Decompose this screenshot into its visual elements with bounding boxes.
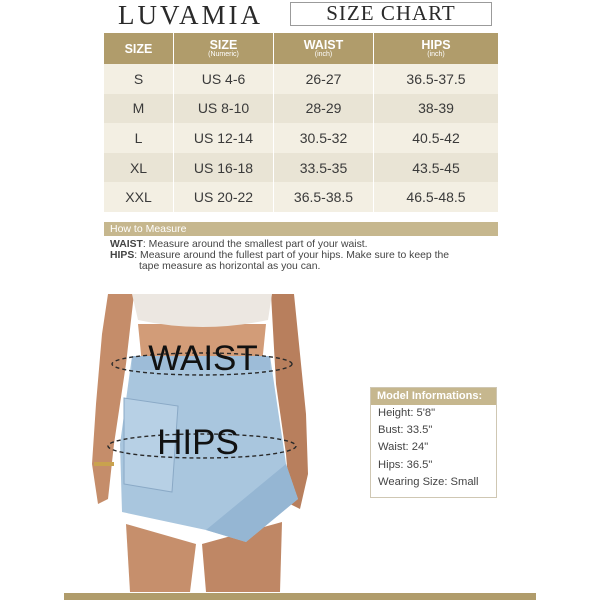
cell-waist: 26-27 [274, 64, 374, 94]
table-header-row [104, 33, 498, 64]
measure-instructions [110, 240, 490, 272]
header-hips: HIPS (inch) [374, 33, 498, 64]
model-photo [86, 294, 312, 592]
cell-hips: 43.5-45 [374, 153, 498, 183]
model-illustration [86, 294, 312, 592]
model-info-box [370, 387, 497, 498]
cell-waist: 30.5-32 [274, 123, 374, 153]
cell-numeric: US 8-10 [174, 94, 274, 124]
cell-hips: 36.5-37.5 [374, 64, 498, 94]
model-wearing-size: Wearing Size: Small [378, 475, 479, 488]
cell-hips: 46.5-48.5 [374, 182, 498, 212]
cell-size: L [104, 123, 174, 153]
cell-size: XXL [104, 182, 174, 212]
waist-instruction: WAIST: Measure around the smallest part of your waist. [110, 239, 368, 250]
cell-numeric: US 20-22 [174, 182, 274, 212]
footer-bar [64, 593, 536, 600]
table-row [104, 153, 498, 183]
cell-hips: 38-39 [374, 94, 498, 124]
header-size-numeric: SIZE (Numeric) [174, 33, 274, 64]
cell-size: S [104, 64, 174, 94]
photo-waist-label: WAIST [148, 339, 258, 378]
cell-numeric: US 12-14 [174, 123, 274, 153]
cell-waist: 36.5-38.5 [274, 182, 374, 212]
cell-numeric: US 4-6 [174, 64, 274, 94]
model-hips: Hips: 36.5" [378, 458, 433, 471]
cell-hips: 40.5-42 [374, 123, 498, 153]
table-row [104, 182, 498, 212]
cell-waist: 33.5-35 [274, 153, 374, 183]
header-size: SIZE [104, 33, 174, 64]
model-info-title: Model Informations: [371, 388, 496, 405]
brand-logo: LUVAMIA [118, 0, 264, 30]
table-row [104, 64, 498, 94]
how-to-measure-header: How to Measure [104, 222, 498, 236]
model-waist: Waist: 24" [378, 441, 429, 454]
cell-size: XL [104, 153, 174, 183]
model-height: Height: 5'8" [378, 407, 436, 419]
cell-waist: 28-29 [274, 94, 374, 124]
table-row [104, 94, 498, 124]
hips-instruction: HIPS: Measure around the fullest part of your hips. Make sure to keep the tape measure as horizontal as you can. [110, 249, 450, 272]
size-chart-title: SIZE CHART [290, 2, 492, 26]
size-table [104, 33, 498, 212]
model-bust: Bust: 33.5" [378, 424, 433, 437]
header-waist: WAIST (inch) [274, 33, 374, 64]
table-row [104, 123, 498, 153]
cell-size: M [104, 94, 174, 124]
cell-numeric: US 16-18 [174, 153, 274, 183]
photo-hips-label: HIPS [157, 423, 239, 462]
